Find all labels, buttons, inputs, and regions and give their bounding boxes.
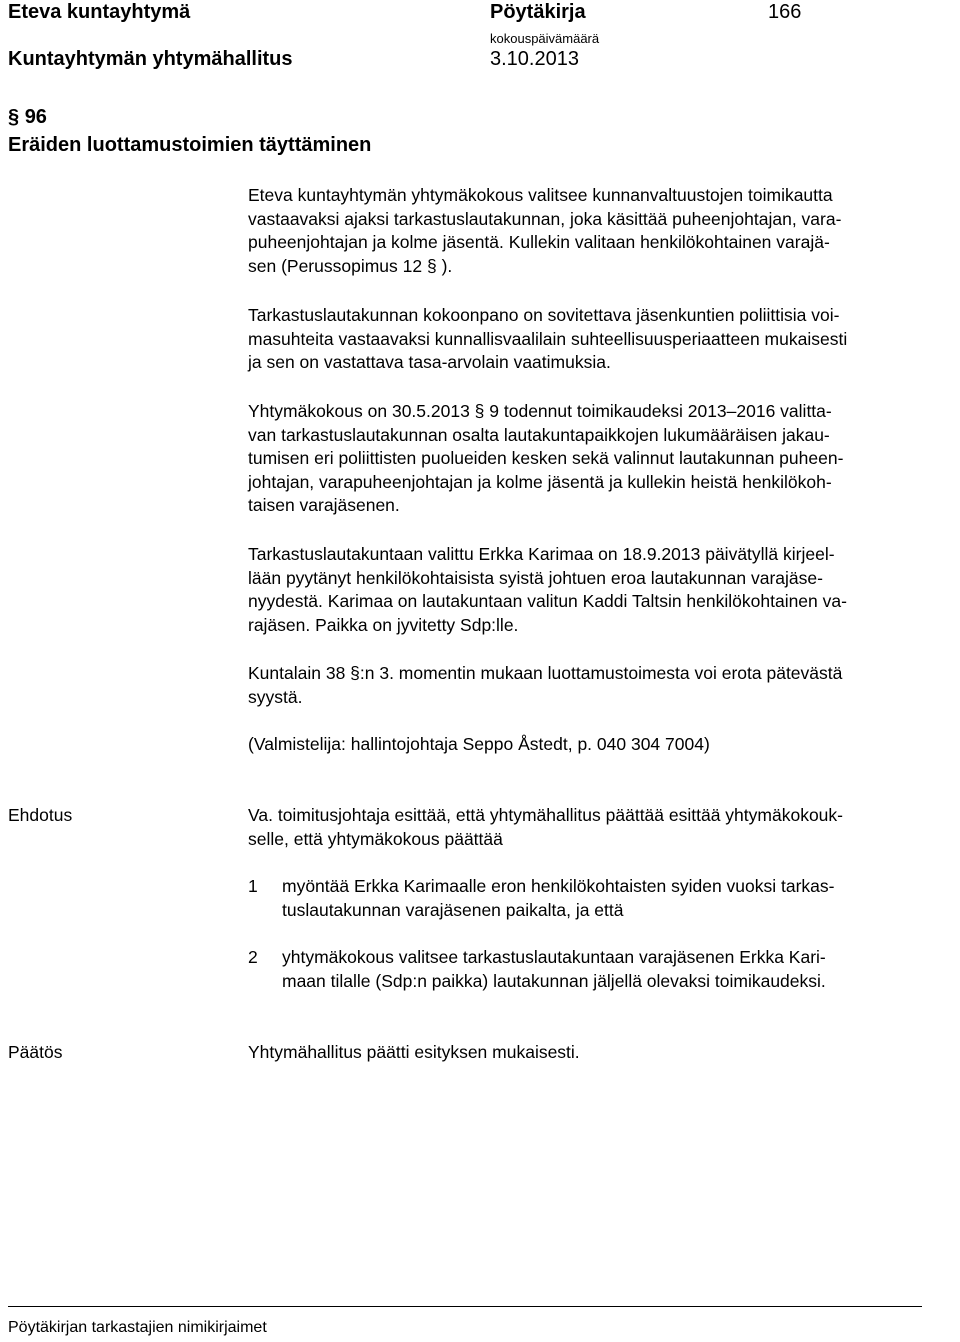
text-line: lään pyytänyt henkilökohtaisista syistä johtuen eroa lautakunnan varajäse- bbox=[248, 567, 823, 588]
text-line: Tarkastuslautakuntaan valittu Erkka Karimaa on 18.9.2013 päivätyllä kirjeel- bbox=[248, 544, 835, 564]
decision-label: Päätös bbox=[8, 1042, 63, 1062]
footer-text: Pöytäkirjan tarkastajien nimikirjaimet bbox=[8, 1319, 267, 1336]
paragraph-1 bbox=[248, 184, 954, 278]
text-line: puheenjohtajan ja kolme jäsentä. Kullekin valitaan henkilökohtainen varajä- bbox=[248, 232, 830, 252]
text-line: ja sen on vastattava tasa-arvolain vaatimuksia. bbox=[248, 352, 611, 372]
text-line: Tarkastuslautakunnan kokoonpano on sovitettava jäsenkuntien poliittisia voi- bbox=[248, 305, 840, 325]
proposal-label: Ehdotus bbox=[8, 805, 73, 825]
text-line: van tarkastuslautakunnan osalta lautakuntapaikkojen lukumääräisen jakau- bbox=[248, 424, 830, 445]
item-first-line bbox=[248, 946, 954, 970]
section-symbol: § bbox=[8, 106, 20, 128]
text-line: Eteva kuntayhtymän yhtymäkokous valitsee kunnanvaltuustojen toimikautta bbox=[248, 185, 833, 205]
text-line: Kuntalain 38 §:n 3. momentin mukaan luottamustoimesta voi erota pätevästä bbox=[248, 663, 843, 683]
text-line: tuslautakunnan varajäsenen paikalta, ja että bbox=[282, 899, 624, 920]
text-line: Va. toimitusjohtaja esittää, että yhtymähallitus päättää esittää yhtymäkokouk- bbox=[248, 805, 843, 825]
meeting-body: Kuntayhtymän yhtymähallitus bbox=[8, 48, 293, 70]
organization-name: Eteva kuntayhtymä bbox=[8, 1, 191, 23]
meeting-date: 3.10.2013 bbox=[490, 48, 579, 70]
text-line: myöntää Erkka Karimaalle eron henkilökohtaisten syiden vuoksi tarkas- bbox=[282, 876, 835, 896]
date-label: kokouspäivämäärä bbox=[490, 31, 600, 46]
text-line: (Valmistelija: hallintojohtaja Seppo Åstedt, p. 040 304 7004) bbox=[248, 734, 710, 754]
document-type: Pöytäkirja bbox=[490, 1, 586, 23]
paragraph-3 bbox=[248, 400, 954, 518]
paragraph-5 bbox=[248, 662, 954, 709]
text-line: sen (Perussopimus 12 § ). bbox=[248, 255, 453, 276]
proposal-item-2 bbox=[248, 946, 954, 993]
text-line: vastaavaksi ajaksi tarkastuslautakunnan, joka käsittää puheenjohtajan, vara- bbox=[248, 208, 842, 229]
text-line: masuhteita vastaavaksi kunnallisvaalilain suhteellisuusperiaatteen mukaisesti bbox=[248, 328, 848, 349]
text-line: tumisen eri poliittisten puolueiden kesken sekä valinnut lautakunnan puheen- bbox=[248, 448, 844, 468]
proposal-intro bbox=[248, 804, 954, 851]
page-number: 166 bbox=[768, 1, 802, 23]
footer-rule bbox=[8, 1306, 922, 1307]
paragraph-2 bbox=[248, 304, 954, 375]
item-first-line bbox=[248, 875, 954, 899]
section-number bbox=[8, 103, 47, 131]
item-number: 2 bbox=[248, 947, 258, 967]
decision-text bbox=[248, 1041, 954, 1065]
text-line: Yhtymähallitus päätti esityksen mukaisesti. bbox=[248, 1042, 580, 1062]
section-number-value: 96 bbox=[24, 106, 47, 128]
text-line: rajäsen. Paikka on jyvitetty Sdp:lle. bbox=[248, 614, 519, 635]
preparer-note bbox=[248, 733, 954, 757]
text-line: nyydestä. Karimaa on lautakuntaan valitun Kaddi Taltsin henkilökohtainen va- bbox=[248, 591, 847, 611]
paragraph-4 bbox=[248, 543, 954, 637]
text-line: johtajan, varapuheenjohtajan ja kolme jäsentä ja kullekin heistä henkilökoh- bbox=[248, 471, 832, 492]
text-line: syystä. bbox=[248, 686, 303, 707]
text-line: Yhtymäkokous on 30.5.2013 § 9 todennut toimikaudeksi 2013–2016 valitta- bbox=[248, 401, 832, 421]
text-line: taisen varajäsenen. bbox=[248, 495, 400, 515]
section-title: Eräiden luottamustoimien täyttäminen bbox=[8, 134, 372, 156]
text-line: yhtymäkokous valitsee tarkastuslautakuntaan varajäsenen Erkka Kari- bbox=[282, 947, 826, 967]
proposal-item-1 bbox=[248, 875, 954, 922]
text-line: selle, että yhtymäkokous päättää bbox=[248, 828, 503, 849]
text-line: maan tilalle (Sdp:n paikka) lautakunnan jäljellä olevaksi toimikaudeksi. bbox=[282, 970, 826, 991]
item-number: 1 bbox=[248, 876, 258, 896]
